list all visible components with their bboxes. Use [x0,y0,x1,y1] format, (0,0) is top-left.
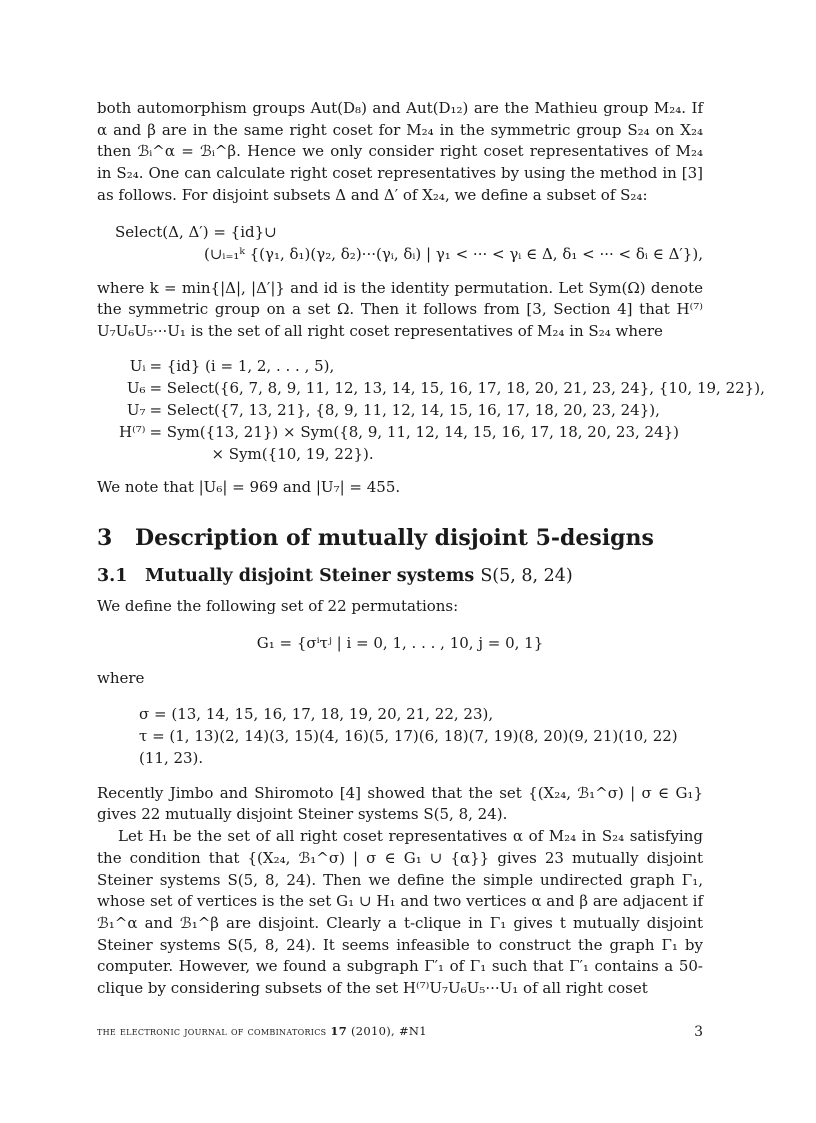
paragraph-h1: Let H₁ be the set of all right coset representatives α of M₂₄ in S₂₄ satisfying the condition that {(X₂₄, ℬ₁^σ) | σ ∈ G₁ ∪ {α}} gives 23 mutually disjoint Steiner systems S(5, 8, 24). Then we define the simple undirected graph Γ₁, whose set of vertices is the set G₁ ∪ H₁ and two vertices α and β are adjacent if ℬ₁^α and ℬ₁^β are disjoint. Clearly a t-clique in Γ₁ gives t mutually disjoint Steiner systems S(5, 8, 24). It seems infeasible to construct the graph Γ₁ by computer. However, we found a subgraph Γ′₁ of Γ₁ such that Γ′₁ contains a 50-clique by considering subsets of the set H⁽⁷⁾U₇U₆U₅···U₁ of all right coset [97,827,703,998]
equation-lhs: U₆ [126,378,146,397]
coset-equations [119,355,765,465]
page-number: 3 [694,1024,703,1040]
section-number: 3 [97,525,113,552]
select-def-line-1: Select(Δ, Δ′) = {id}∪ [115,222,277,241]
subsection-title-math: S(5, 8, 24) [480,566,573,587]
paragraph-intro: both automorphism groups Aut(D₈) and Aut(D₁₂) are the Mathieu group M₂₄. If α and β are in the same right coset for M₂₄ in the symmetric group S₂₄ on X₂₄ then ℬᵢ^α = ℬᵢ^β. Hence we only consider right coset representatives of M₂₄ in S₂₄. One can calculate right coset representatives by using the method in [3] as follows. For disjoint subsets Δ and Δ′ of X₂₄, we define a subset of S₂₄: [97,99,703,204]
equation-rhs: = Select({7, 13, 21}, {8, 9, 11, 12, 14, 15, 16, 17, 18, 20, 23, 24}), [149,400,660,419]
section-heading [97,524,703,552]
equation-rhs: = Sym({13, 21}) × Sym({8, 9, 11, 12, 14, 15, 16, 17, 18, 20, 23, 24}) [149,422,680,441]
tau-definition: τ = (1, 13)(2, 14)(3, 15)(4, 16)(5, 17)(6, 18)(7, 19)(8, 20)(9, 21)(10, 22)(11, 23). [139,726,678,767]
equation-continuation: × Sym({10, 19, 22}). [211,444,374,463]
paragraph-jimbo: Recently Jimbo and Shiromoto [4] showed that the set {(X₂₄, ℬ₁^σ) | σ ∈ G₁} gives 22 mutually disjoint Steiner systems S(5, 8, 24). [97,783,703,824]
subsection-heading [97,564,703,588]
equation-lhs: Uᵢ [129,356,146,375]
paragraph-define: We define the following set of 22 permutations: [97,597,459,616]
section-title: Description of mutually disjoint 5-designs [135,525,654,552]
subsection-title: Mutually disjoint Steiner systems [145,566,475,587]
equation-lhs: H⁽⁷⁾ [119,422,146,441]
paragraph-where-k: where k = min{|Δ|, |Δ′|} and id is the identity permutation. Let Sym(Ω) denote the symmetric group on a set Ω. Then it follows from [3, Section 4] that H⁽⁷⁾U₇U₆U₅···U₁ is the set of all right coset representatives of M₂₄ in S₂₄ where [97,278,703,340]
footer-year-issue: (2010), #N1 [351,1024,427,1038]
page-footer [97,1024,703,1040]
equation-row [119,443,765,465]
equation-rhs: = {id} (i = 1, 2, . . . , 5), [149,356,335,375]
footer-journal [97,1024,427,1040]
equation-row [119,421,765,443]
paragraph-note: We note that |U₆| = 969 and |U₇| = 455. [97,477,401,496]
g1-definition: G₁ = {σⁱτʲ | i = 0, 1, . . . , 10, j = 0, 1} [256,634,544,653]
footer-volume: 17 [330,1024,348,1038]
equation-row [119,399,765,421]
footer-journal-name: the electronic journal of combinatorics [97,1024,327,1038]
equation-row [119,377,765,399]
select-def-line-2: (∪ᵢ₌₁ᵏ {(γ₁, δ₁)(γ₂, δ₂)···(γᵢ, δᵢ) | γ₁ < ··· < γᵢ ∈ Δ, δ₁ < ··· < δᵢ ∈ Δ′}), [204,244,703,263]
select-definition [97,221,703,265]
equation-rhs: = Select({6, 7, 8, 9, 11, 12, 13, 14, 15, 16, 17, 18, 20, 21, 23, 24}, {10, 19, 22}), [149,378,765,397]
page-body [97,98,765,1000]
sigma-tau-definitions [139,703,703,769]
subsection-number: 3.1 [97,566,128,587]
equation-row [119,355,765,377]
paragraph-where: where [97,669,145,688]
sigma-definition: σ = (13, 14, 15, 16, 17, 18, 19, 20, 21, 22, 23), [139,704,494,723]
equation-lhs: U₇ [126,400,146,419]
